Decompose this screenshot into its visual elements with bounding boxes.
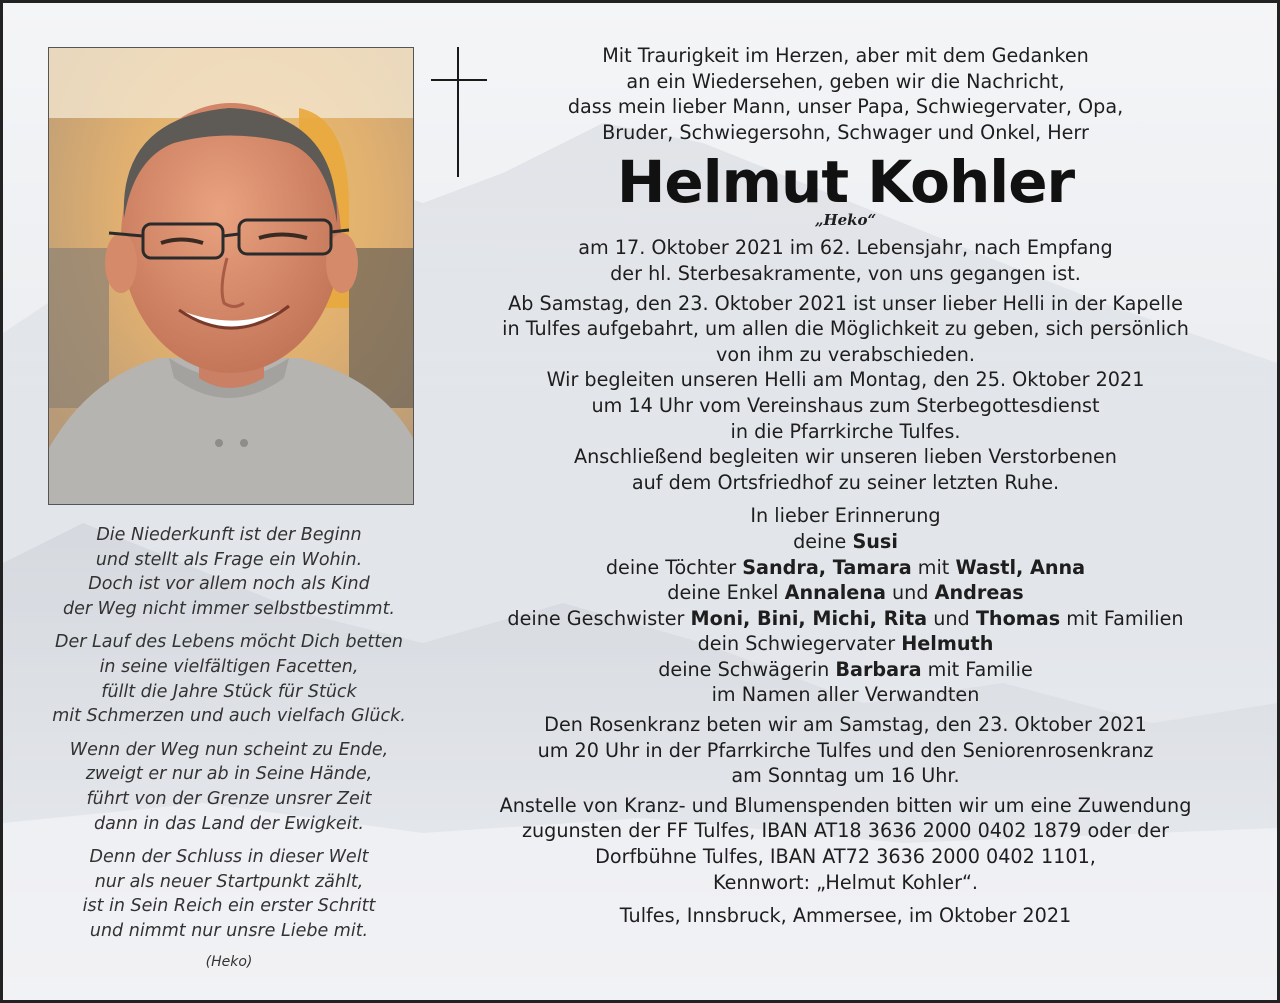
funeral-info bbox=[473, 367, 1218, 444]
poem-line: zweigt er nur ab in Seine Hände, bbox=[85, 764, 373, 785]
mourner-connector: und bbox=[927, 606, 976, 630]
donation-line: Anstelle von Kranz- und Blumenspenden bitten wir um eine Zuwendung bbox=[499, 793, 1192, 817]
rosary-info bbox=[473, 712, 1218, 789]
burial-line: Anschließend begleiten wir unseren lieben Verstorbenen bbox=[574, 445, 1117, 469]
mourners-list bbox=[473, 503, 1218, 708]
mourner-connector: mit bbox=[911, 555, 956, 579]
mourner-connector: mit Familie bbox=[921, 657, 1033, 681]
memorial-poem bbox=[23, 523, 435, 983]
poem-line: in seine vielfältigen Facetten, bbox=[99, 656, 359, 677]
mourner-connector: mit Familien bbox=[1060, 606, 1184, 630]
poem-line: Die Niederkunft ist der Beginn bbox=[96, 525, 362, 545]
mourner-connector: und bbox=[885, 581, 935, 605]
intro-line: an ein Wiedersehen, geben wir die Nachricht, bbox=[626, 69, 1065, 93]
intro-line: Mit Traurigkeit im Herzen, aber mit dem Gedanken bbox=[602, 44, 1089, 67]
mourners-heading: In lieber Erinnerung bbox=[750, 504, 941, 528]
intro-line: dass mein lieber Mann, unser Papa, Schwiegervater, Opa, bbox=[567, 95, 1124, 119]
poem-stanza-2 bbox=[23, 630, 435, 728]
deceased-nickname: „Heko“ bbox=[814, 211, 877, 230]
portrait-photo bbox=[48, 47, 414, 505]
intro-text bbox=[473, 43, 1218, 145]
intro-line: Bruder, Schwiegersohn, Schwager und Onkel, Herr bbox=[602, 120, 1089, 144]
burial-line: auf dem Ortsfriedhof zu seiner letzten Ruhe. bbox=[631, 470, 1060, 494]
mourner-name: Thomas bbox=[975, 606, 1061, 630]
mourner-name: Sandra, Tamara bbox=[742, 555, 912, 579]
poem-line: dann in das Land der Ewigkeit. bbox=[93, 813, 364, 834]
mourner-name: Susi bbox=[852, 529, 898, 553]
mourner-name: Annalena bbox=[784, 581, 886, 605]
poem-line: der Weg nicht immer selbstbestimmt. bbox=[62, 598, 395, 619]
poem-line: Denn der Schluss in dieser Welt bbox=[89, 847, 369, 868]
place-date: Tulfes, Innsbruck, Ammersee, im Oktober 2021 bbox=[619, 904, 1072, 928]
mourner-name: Helmuth bbox=[901, 632, 994, 656]
deceased-name: Helmut Kohler bbox=[616, 148, 1075, 217]
death-info bbox=[473, 235, 1218, 286]
mourner-relation: dein Schwiegervater bbox=[697, 632, 902, 656]
poem-line: Doch ist vor allem noch als Kind bbox=[88, 574, 370, 595]
mourner-siblings bbox=[473, 606, 1218, 632]
donation-line: Dorfbühne Tulfes, IBAN AT72 3636 2000 0402 1101, bbox=[595, 845, 1096, 869]
viewing-line: von ihm zu verabschieden. bbox=[715, 342, 976, 366]
mourner-relation: deine Töchter bbox=[605, 555, 743, 579]
death-info-line: der hl. Sterbesakramente, von uns gegangen ist. bbox=[610, 261, 1081, 285]
mourner-relation: deine Schwägerin bbox=[658, 657, 836, 681]
funeral-line: Wir begleiten unseren Helli am Montag, den 25. Oktober 2021 bbox=[546, 368, 1145, 392]
mourner-father-in-law bbox=[473, 631, 1218, 657]
poem-line: mit Schmerzen und auch vielfach Glück. bbox=[52, 706, 406, 727]
mourner-relation: deine bbox=[793, 529, 853, 553]
poem-stanza-1 bbox=[23, 523, 435, 621]
donation-line: zugunsten der FF Tulfes, IBAN AT18 3636 2000 0402 1879 oder der bbox=[521, 819, 1170, 843]
mourner-relation: deine Enkel bbox=[667, 581, 785, 605]
mourner-relatives: im Namen aller Verwandten bbox=[711, 683, 980, 707]
mourner-sister-in-law bbox=[473, 657, 1218, 683]
obituary-text bbox=[473, 43, 1218, 929]
funeral-line: um 14 Uhr vom Vereinshaus zum Sterbegottesdienst bbox=[591, 393, 1100, 417]
mourner-name: Andreas bbox=[934, 581, 1024, 605]
poem-line: Wenn der Weg nun scheint zu Ende, bbox=[69, 739, 389, 760]
mourner-wife bbox=[473, 529, 1218, 555]
viewing-info bbox=[473, 291, 1218, 368]
mourner-name: Moni, Bini, Michi, Rita bbox=[690, 606, 928, 630]
rosary-line: Den Rosenkranz beten wir am Samstag, den 23. Oktober 2021 bbox=[544, 713, 1147, 737]
funeral-line: in die Pfarrkirche Tulfes. bbox=[730, 419, 961, 443]
rosary-line: am Sonntag um 16 Uhr. bbox=[731, 764, 960, 788]
death-info-line: am 17. Oktober 2021 im 62. Lebensjahr, nach Empfang bbox=[578, 236, 1113, 260]
poem-line: ist in Sein Reich ein erster Schritt bbox=[82, 896, 376, 917]
mourner-name: Barbara bbox=[835, 657, 922, 681]
viewing-line: in Tulfes aufgebahrt, um allen die Möglichkeit zu geben, sich persönlich bbox=[502, 317, 1189, 341]
poem-line: Der Lauf des Lebens möcht Dich betten bbox=[55, 632, 403, 653]
poem-line: und nimmt nur unsre Liebe mit. bbox=[89, 920, 369, 941]
poem-line: führt von der Grenze unsrer Zeit bbox=[86, 788, 372, 809]
poem-author: (Heko) bbox=[205, 953, 253, 970]
poem-line: füllt die Jahre Stück für Stück bbox=[101, 681, 357, 702]
poem-line: nur als neuer Startpunkt zählt, bbox=[94, 871, 364, 892]
poem-line: und stellt als Frage ein Wohin. bbox=[95, 549, 363, 570]
rosary-line: um 20 Uhr in der Pfarrkirche Tulfes und den Seniorenrosenkranz bbox=[537, 738, 1154, 762]
mourner-name: Wastl, Anna bbox=[955, 555, 1086, 579]
viewing-line: Ab Samstag, den 23. Oktober 2021 ist unser lieber Helli in der Kapelle bbox=[508, 291, 1183, 315]
donation-line: Kennwort: „Helmut Kohler“. bbox=[712, 870, 979, 894]
mourner-daughters bbox=[473, 555, 1218, 581]
poem-stanza-4 bbox=[23, 845, 435, 974]
poem-stanza-3 bbox=[23, 738, 435, 836]
donation-info bbox=[473, 793, 1218, 895]
burial-info bbox=[473, 444, 1218, 495]
mourner-grandchildren bbox=[473, 580, 1218, 606]
mourner-relation: deine Geschwister bbox=[507, 606, 691, 630]
